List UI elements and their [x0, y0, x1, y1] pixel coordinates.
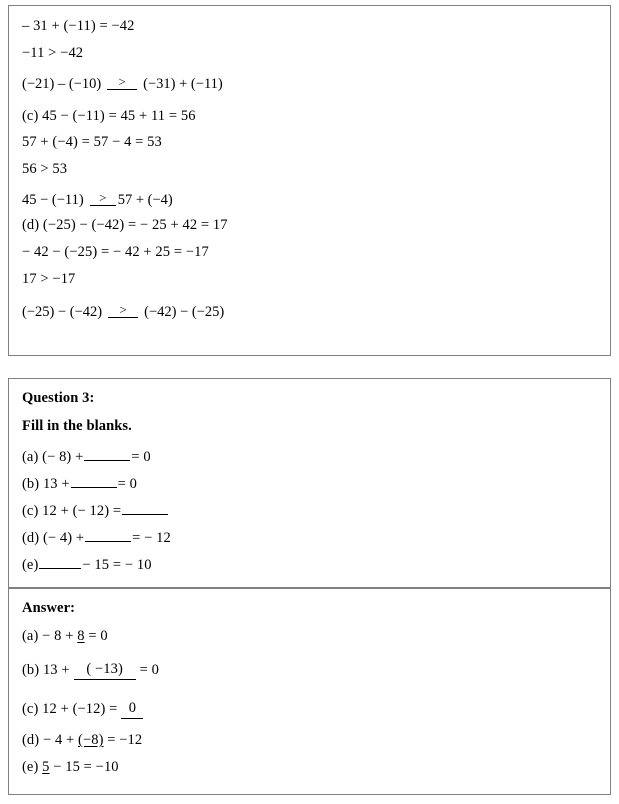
working-steps-box [8, 5, 611, 356]
work-line-2: −11 > −42 [22, 45, 84, 61]
comparison-operator [90, 191, 116, 206]
work-line-9: − 42 − (−25) = − 42 + 25 = −17 [22, 244, 209, 260]
work-comparison-3 [22, 304, 224, 319]
work-comparison-2 [22, 192, 173, 207]
answer-item-b [22, 663, 159, 681]
answer-item-e [22, 760, 119, 775]
work-line-5: 57 + (−4) = 57 − 4 = 53 [22, 134, 162, 150]
answer-item-d [22, 733, 142, 748]
item-label: (b) [22, 662, 40, 678]
answer-heading: Answer: [22, 600, 76, 616]
answer-expression-after: = −12 [107, 732, 143, 748]
question-3-box [8, 378, 611, 588]
question-heading: Question 3: [22, 390, 95, 406]
answer-value-b: ( −13) [86, 661, 123, 677]
fill-blank-d[interactable] [85, 529, 131, 542]
blank-rule [108, 317, 138, 318]
question-instruction: Fill in the blanks. [22, 418, 132, 434]
comparison-rhs: 57 + (−4) [117, 191, 173, 208]
blank-rule [107, 89, 137, 90]
comparison-rhs: (−31) + (−11) [143, 75, 223, 92]
item-label: (a) [22, 628, 39, 644]
item-label: (d) [22, 732, 40, 748]
answer-value-d: (−8) [78, 732, 104, 748]
answer-value-a: 8 [77, 628, 85, 644]
answer-expression-before: 13 + [42, 662, 70, 678]
item-expression-after: = − 12 [132, 529, 171, 546]
work-line-1: – 31 + (−11) = −42 [22, 18, 135, 34]
work-line-4: (c) 45 − (−11) = 45 + 11 = 56 [22, 108, 196, 124]
answer-item-c [22, 702, 143, 720]
answer-rule [74, 679, 136, 680]
item-expression-before: (− 4) + [42, 529, 85, 546]
question-item-a [22, 448, 151, 464]
answer-expression-after: − 15 = −10 [53, 759, 119, 775]
answer-rule [121, 718, 143, 719]
item-label: (a) [22, 448, 39, 465]
answer-expression-before: − 4 + [42, 732, 75, 748]
fill-blank-e[interactable] [39, 556, 81, 569]
answer-expression-before: − 8 + [42, 628, 74, 644]
answer-value-c: 0 [128, 700, 137, 716]
work-line-6: 56 > 53 [22, 161, 68, 177]
work-comparison-1 [22, 76, 223, 91]
answer-box [8, 588, 611, 795]
greater-than-icon: > [118, 74, 126, 89]
comparison-operator [107, 75, 137, 90]
item-label: (e) [22, 759, 39, 775]
item-expression-after: = 0 [131, 448, 151, 465]
item-label: (d) [22, 529, 40, 546]
answer-expression-after: = 0 [88, 628, 108, 644]
comparison-lhs: 45 − (−11) [22, 191, 84, 208]
answer-expression-before: 12 + (−12) = [42, 701, 118, 717]
question-item-e [22, 556, 152, 572]
item-label: (c) [22, 502, 39, 519]
item-expression-before: (− 8) + [42, 448, 84, 465]
comparison-operator [108, 303, 138, 318]
question-item-b [22, 475, 137, 491]
answer-value-e: 5 [42, 759, 50, 775]
answer-stack-b [74, 662, 136, 680]
item-label: (c) [22, 701, 39, 717]
fill-blank-c[interactable] [122, 502, 168, 515]
answer-expression-after: = 0 [139, 662, 160, 678]
item-label: (b) [22, 475, 40, 492]
answer-stack-c [121, 701, 143, 719]
greater-than-icon: > [99, 190, 107, 205]
answer-item-a [22, 629, 108, 644]
question-item-d [22, 529, 171, 545]
item-expression-after: = 0 [117, 475, 138, 492]
fill-blank-a[interactable] [84, 448, 130, 461]
item-label: (e) [22, 556, 39, 573]
work-line-10: 17 > −17 [22, 271, 76, 287]
greater-than-icon: > [119, 302, 127, 317]
blank-rule [90, 205, 116, 206]
item-expression-before: 12 + (− 12) = [42, 502, 122, 519]
item-expression-after: − 15 = − 10 [82, 556, 152, 573]
question-item-c [22, 502, 169, 518]
fill-blank-b[interactable] [71, 475, 117, 488]
work-line-8: (d) (−25) − (−42) = − 25 + 42 = 17 [22, 217, 228, 233]
comparison-lhs: (−21) – (−10) [22, 75, 102, 92]
item-expression-before: 13 + [42, 475, 70, 492]
comparison-rhs: (−42) − (−25) [144, 303, 225, 320]
comparison-lhs: (−25) − (−42) [22, 303, 103, 320]
